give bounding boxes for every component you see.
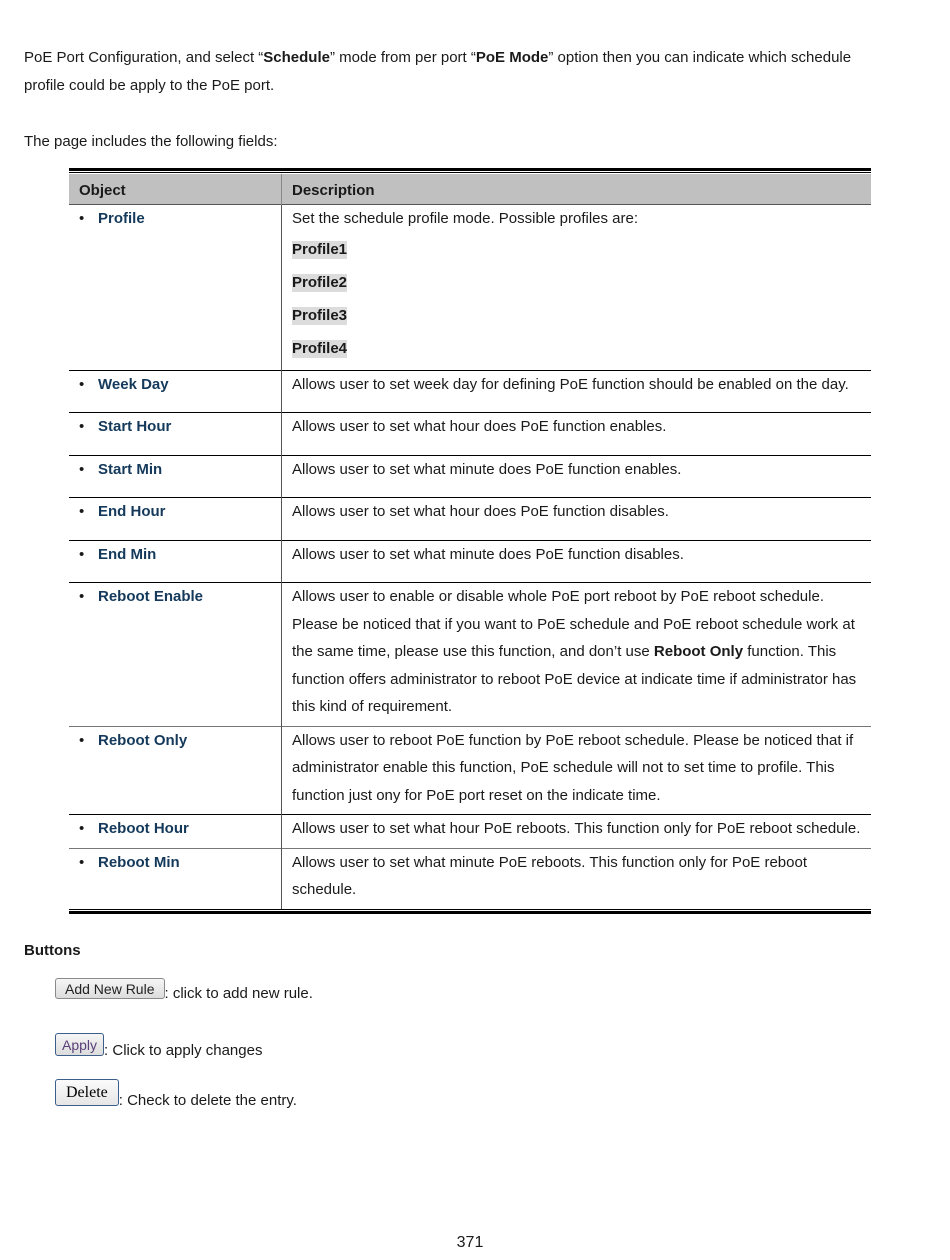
bullet-icon: •: [79, 210, 85, 227]
bullet-icon: •: [79, 731, 85, 749]
table-row: [69, 498, 871, 541]
apply-description: : Click to apply changes: [104, 1042, 263, 1059]
table-bottom-rule: [69, 909, 871, 914]
header-description: Description: [282, 174, 872, 205]
delete-button[interactable]: Delete: [55, 1079, 119, 1106]
table-row: [69, 726, 871, 815]
delete-entry: [55, 1079, 297, 1109]
add-new-rule-description: : click to add new rule.: [164, 985, 313, 1002]
object-name: Profile: [98, 210, 145, 227]
description: Allows user to reboot PoE function by PoE reboot schedule. Please be noticed that if administrator enable this function, PoE schedule will not to set time to profile. This function just ony for PoE port reset on the indicate time.: [282, 726, 872, 815]
object-name: Week Day: [98, 375, 169, 393]
buttons-section-title: Buttons: [24, 942, 81, 959]
header-object: Object: [69, 174, 282, 205]
delete-description: : Check to delete the entry.: [118, 1092, 297, 1109]
bullet-icon: •: [79, 820, 85, 837]
bullet-icon: •: [79, 503, 85, 520]
fields-intro: The page includes the following fields:: [24, 133, 278, 150]
bullet-icon: •: [79, 545, 85, 563]
bullet-icon: •: [79, 588, 85, 605]
description: Allows user to set what minute does PoE function disables.: [282, 540, 872, 583]
schedule-keyword: Schedule: [263, 49, 330, 66]
bullet-icon: •: [79, 853, 85, 871]
apply-button[interactable]: Apply: [55, 1033, 104, 1056]
add-new-rule-button[interactable]: Add New Rule: [55, 978, 165, 999]
object-name: Reboot Hour: [98, 820, 189, 837]
intro-paragraph: [24, 44, 904, 100]
table-row: [69, 455, 871, 498]
object-name: End Hour: [98, 503, 166, 520]
object-name: Reboot Enable: [98, 588, 204, 605]
table-row: [69, 370, 871, 413]
profile-option: Profile4: [292, 339, 348, 357]
table-row: [69, 848, 871, 909]
object-name: Start Min: [98, 460, 163, 478]
description: Allows user to set what hour does PoE function enables.: [282, 413, 872, 456]
bullet-icon: •: [79, 375, 85, 393]
table-row: [69, 540, 871, 583]
description: Allows user to set week day for defining PoE function should be enabled on the day.: [282, 370, 872, 413]
apply-entry: [55, 1033, 263, 1059]
bullet-icon: •: [79, 418, 85, 435]
table-top-rule: [69, 168, 871, 173]
profile-option: Profile1: [292, 240, 348, 258]
object-name: Reboot Min: [98, 853, 180, 871]
page-number: 371: [456, 1234, 484, 1251]
object-name: Start Hour: [98, 418, 172, 435]
bullet-icon: •: [79, 460, 85, 478]
table-header-row: [69, 174, 871, 205]
fields-table: [69, 168, 871, 914]
table-row: [69, 583, 871, 727]
table-row: [69, 205, 871, 371]
description: Allows user to set what hour PoE reboots. This function only for PoE reboot schedule.: [282, 815, 872, 849]
add-new-rule-entry: [55, 978, 313, 1002]
table-row: [69, 413, 871, 456]
reboot-only-keyword: Reboot Only: [653, 643, 744, 660]
description: Allows user to set what hour does PoE function disables.: [282, 498, 872, 541]
intro-line-1: PoE Port Configuration, and select “Schedule” mode from per port “PoE Mode” option then you can indicate which schedule: [24, 49, 852, 66]
intro-line-2: profile could be apply to the PoE port.: [24, 77, 275, 94]
table-row: [69, 815, 871, 849]
object-name: Reboot Only: [98, 731, 188, 749]
description: Allows user to enable or disable whole PoE port reboot by PoE reboot schedule. Please be noticed that if you want to PoE schedule and PoE reboot schedule work at the same time, please use this function, and don’t use Reboot Only function. This function offers administrator to reboot PoE device at indicate time if administrator has this kind of requirement.: [282, 583, 872, 727]
description: Allows user to set what minute does PoE function enables.: [282, 455, 872, 498]
poe-mode-keyword: PoE Mode: [475, 49, 549, 66]
object-name: End Min: [98, 545, 157, 563]
description: Allows user to set what minute PoE reboots. This function only for PoE reboot schedule.: [282, 848, 872, 909]
profile-option: Profile3: [292, 306, 348, 324]
profile-option: Profile2: [292, 273, 348, 291]
description: Set the schedule profile mode. Possible profiles are:: [292, 210, 639, 227]
